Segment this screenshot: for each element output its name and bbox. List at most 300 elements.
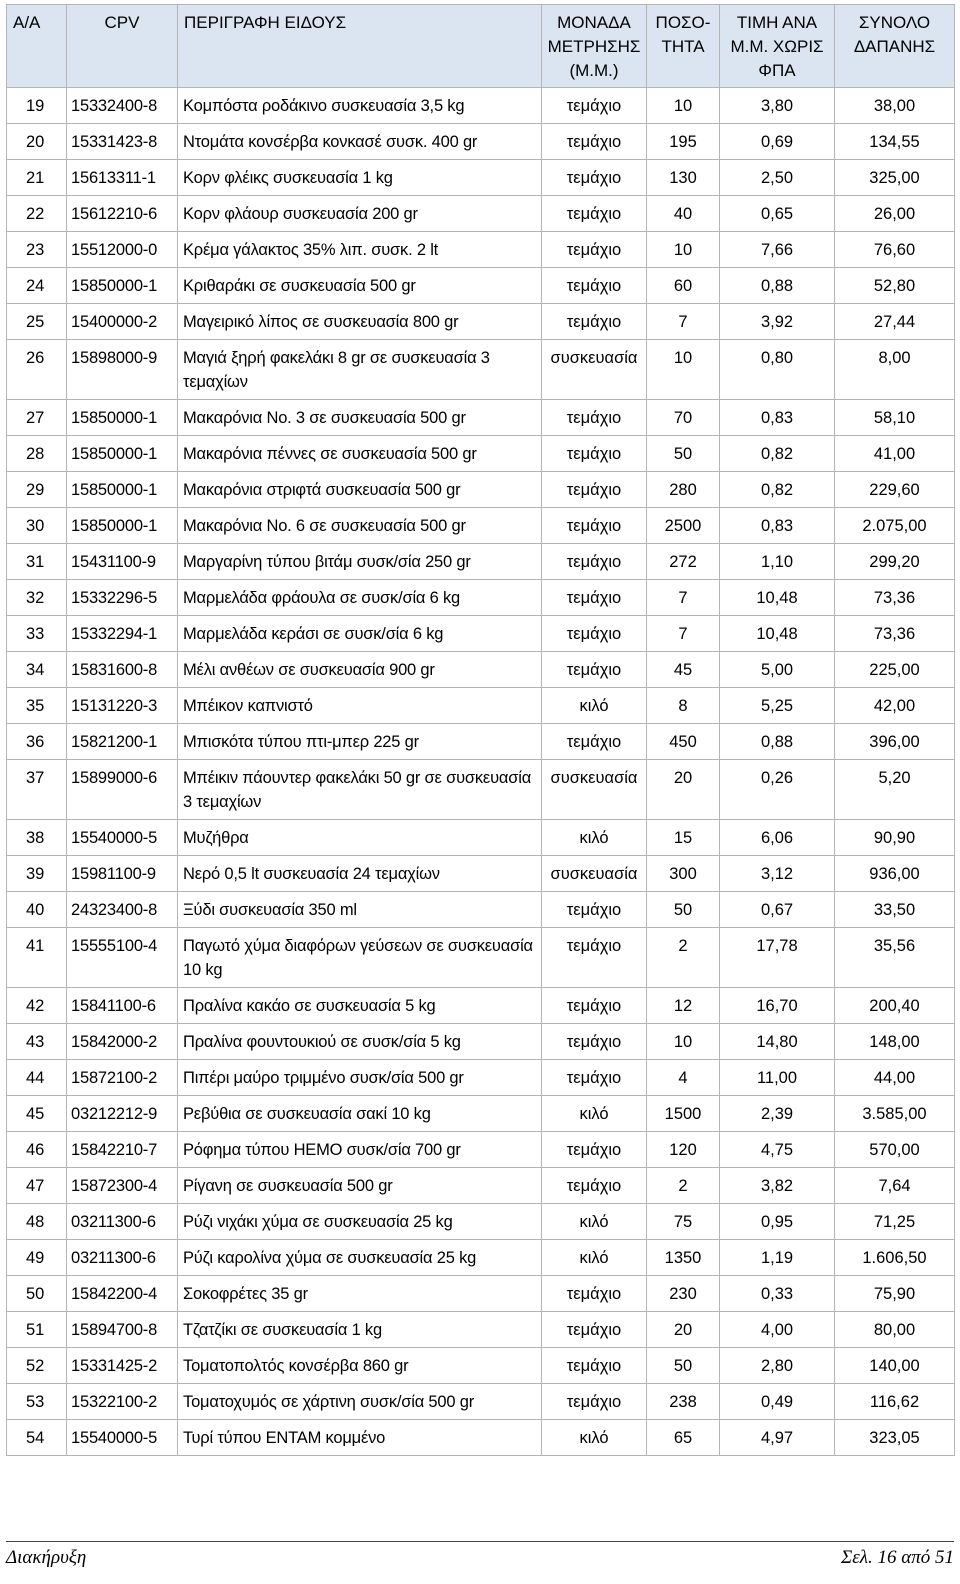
header-total: ΣΥΝΟΛΟ ΔΑΠΑΝΗΣ	[835, 5, 955, 88]
cell-unit: τεμάχιο	[542, 724, 647, 760]
cell-description: Νερό 0,5 lt συσκευασία 24 τεμαχίων	[178, 856, 542, 892]
table-row	[7, 1024, 955, 1060]
cell-aa: 32	[7, 580, 67, 616]
cell-total: 5,20	[835, 760, 955, 820]
cell-cpv: 15331423-8	[67, 124, 178, 160]
cell-cpv: 15831600-8	[67, 652, 178, 688]
cell-total: 134,55	[835, 124, 955, 160]
cell-total: 148,00	[835, 1024, 955, 1060]
cell-unit-price: 0,26	[720, 760, 835, 820]
cell-aa: 28	[7, 436, 67, 472]
cell-unit: συσκευασία	[542, 340, 647, 400]
cell-total: 41,00	[835, 436, 955, 472]
cell-cpv: 24323400-8	[67, 892, 178, 928]
cell-unit-price: 0,88	[720, 268, 835, 304]
table-row	[7, 1240, 955, 1276]
cell-quantity: 12	[647, 988, 720, 1024]
cell-unit-price: 0,33	[720, 1276, 835, 1312]
cell-quantity: 230	[647, 1276, 720, 1312]
cell-description: Ντομάτα κονσέρβα κονκασέ συσκ. 400 gr	[178, 124, 542, 160]
cell-aa: 30	[7, 508, 67, 544]
cell-unit-price: 2,80	[720, 1348, 835, 1384]
cell-unit-price: 16,70	[720, 988, 835, 1024]
table-body	[7, 88, 955, 1456]
cell-total: 35,56	[835, 928, 955, 988]
cell-cpv: 15332400-8	[67, 88, 178, 124]
cell-unit-price: 5,25	[720, 688, 835, 724]
cell-cpv: 15332296-5	[67, 580, 178, 616]
cell-unit: τεμάχιο	[542, 1312, 647, 1348]
cell-aa: 38	[7, 820, 67, 856]
cell-description: Μακαρόνια πέννες σε συσκευασία 500 gr	[178, 436, 542, 472]
cell-unit: τεμάχιο	[542, 544, 647, 580]
table-row	[7, 928, 955, 988]
cell-description: Ξύδι συσκευασία 350 ml	[178, 892, 542, 928]
cell-total: 8,00	[835, 340, 955, 400]
cell-unit: τεμάχιο	[542, 1168, 647, 1204]
cell-unit-price: 2,50	[720, 160, 835, 196]
cell-unit-price: 1,19	[720, 1240, 835, 1276]
cell-unit: τεμάχιο	[542, 1132, 647, 1168]
cell-total: 225,00	[835, 652, 955, 688]
cell-unit: συσκευασία	[542, 760, 647, 820]
cell-unit-price: 3,12	[720, 856, 835, 892]
cell-description: Μπέικιν πάουντερ φακελάκι 50 gr σε συσκευασία 3 τεμαχίων	[178, 760, 542, 820]
items-table	[6, 4, 955, 1456]
cell-cpv: 15850000-1	[67, 400, 178, 436]
cell-unit-price: 3,80	[720, 88, 835, 124]
cell-unit-price: 0,95	[720, 1204, 835, 1240]
cell-cpv: 15850000-1	[67, 508, 178, 544]
cell-aa: 43	[7, 1024, 67, 1060]
cell-unit-price: 3,92	[720, 304, 835, 340]
table-row	[7, 196, 955, 232]
cell-description: Μαργαρίνη τύπου βιτάμ συσκ/σία 250 gr	[178, 544, 542, 580]
header-unit: ΜΟΝΑΔΑ ΜΕΤΡΗΣΗΣ (Μ.Μ.)	[542, 5, 647, 88]
cell-quantity: 4	[647, 1060, 720, 1096]
cell-unit-price: 6,06	[720, 820, 835, 856]
cell-quantity: 120	[647, 1132, 720, 1168]
cell-description: Μακαρόνια Νο. 3 σε συσκευασία 500 gr	[178, 400, 542, 436]
cell-total: 71,25	[835, 1204, 955, 1240]
table-row	[7, 856, 955, 892]
table-row	[7, 472, 955, 508]
cell-cpv: 15322100-2	[67, 1384, 178, 1420]
cell-unit: τεμάχιο	[542, 1060, 647, 1096]
cell-unit: κιλό	[542, 820, 647, 856]
cell-unit: τεμάχιο	[542, 1384, 647, 1420]
cell-unit: τεμάχιο	[542, 580, 647, 616]
cell-cpv: 15540000-5	[67, 820, 178, 856]
cell-unit: τεμάχιο	[542, 616, 647, 652]
cell-unit: τεμάχιο	[542, 304, 647, 340]
cell-total: 27,44	[835, 304, 955, 340]
cell-quantity: 2	[647, 928, 720, 988]
cell-quantity: 10	[647, 232, 720, 268]
cell-total: 42,00	[835, 688, 955, 724]
cell-aa: 42	[7, 988, 67, 1024]
cell-quantity: 40	[647, 196, 720, 232]
cell-aa: 36	[7, 724, 67, 760]
cell-unit: τεμάχιο	[542, 928, 647, 988]
cell-cpv: 15613311-1	[67, 160, 178, 196]
table-row	[7, 688, 955, 724]
cell-aa: 44	[7, 1060, 67, 1096]
cell-description: Πραλίνα φουντουκιού σε συσκ/σία 5 kg	[178, 1024, 542, 1060]
cell-unit: τεμάχιο	[542, 268, 647, 304]
cell-unit: τεμάχιο	[542, 88, 647, 124]
cell-cpv: 03211300-6	[67, 1204, 178, 1240]
cell-total: 3.585,00	[835, 1096, 955, 1132]
cell-description: Κρέμα γάλακτος 35% λιπ. συσκ. 2 lt	[178, 232, 542, 268]
cell-unit: κιλό	[542, 1420, 647, 1456]
cell-cpv: 15842200-4	[67, 1276, 178, 1312]
cell-quantity: 238	[647, 1384, 720, 1420]
cell-quantity: 10	[647, 1024, 720, 1060]
cell-unit: τεμάχιο	[542, 988, 647, 1024]
cell-quantity: 195	[647, 124, 720, 160]
cell-unit-price: 0,83	[720, 508, 835, 544]
cell-quantity: 70	[647, 400, 720, 436]
cell-unit: τεμάχιο	[542, 436, 647, 472]
cell-aa: 25	[7, 304, 67, 340]
table-row	[7, 1168, 955, 1204]
cell-unit: τεμάχιο	[542, 652, 647, 688]
table-row	[7, 124, 955, 160]
cell-unit-price: 3,82	[720, 1168, 835, 1204]
cell-aa: 50	[7, 1276, 67, 1312]
cell-description: Τυρί τύπου ΕΝΤΑΜ κομμένο	[178, 1420, 542, 1456]
header-cpv: CPV	[67, 5, 178, 88]
cell-description: Ρίγανη σε συσκευασία 500 gr	[178, 1168, 542, 1204]
cell-quantity: 1350	[647, 1240, 720, 1276]
cell-description: Πραλίνα κακάο σε συσκευασία 5 kg	[178, 988, 542, 1024]
cell-unit: τεμάχιο	[542, 472, 647, 508]
cell-quantity: 45	[647, 652, 720, 688]
table-row	[7, 160, 955, 196]
cell-unit-price: 0,82	[720, 436, 835, 472]
table-row	[7, 1420, 955, 1456]
cell-aa: 33	[7, 616, 67, 652]
cell-cpv: 03212212-9	[67, 1096, 178, 1132]
cell-cpv: 15841100-6	[67, 988, 178, 1024]
cell-quantity: 280	[647, 472, 720, 508]
cell-quantity: 50	[647, 892, 720, 928]
cell-quantity: 300	[647, 856, 720, 892]
cell-total: 116,62	[835, 1384, 955, 1420]
cell-aa: 45	[7, 1096, 67, 1132]
cell-description: Ρεβύθια σε συσκευασία σακί 10 kg	[178, 1096, 542, 1132]
cell-description: Πιπέρι μαύρο τριμμένο συσκ/σία 500 gr	[178, 1060, 542, 1096]
cell-quantity: 1500	[647, 1096, 720, 1132]
cell-quantity: 50	[647, 1348, 720, 1384]
cell-unit-price: 4,75	[720, 1132, 835, 1168]
table-row	[7, 400, 955, 436]
cell-aa: 31	[7, 544, 67, 580]
table-row	[7, 988, 955, 1024]
cell-aa: 23	[7, 232, 67, 268]
cell-total: 200,40	[835, 988, 955, 1024]
cell-unit-price: 10,48	[720, 580, 835, 616]
cell-aa: 20	[7, 124, 67, 160]
cell-cpv: 15899000-6	[67, 760, 178, 820]
cell-total: 323,05	[835, 1420, 955, 1456]
cell-quantity: 65	[647, 1420, 720, 1456]
cell-quantity: 20	[647, 760, 720, 820]
cell-description: Μπέικον καπνιστό	[178, 688, 542, 724]
cell-description: Κορν φλάουρ συσκευασία 200 gr	[178, 196, 542, 232]
cell-quantity: 7	[647, 616, 720, 652]
cell-description: Μαγιά ξηρή φακελάκι 8 gr σε συσκευασία 3 τεμαχίων	[178, 340, 542, 400]
cell-cpv: 15431100-9	[67, 544, 178, 580]
cell-total: 229,60	[835, 472, 955, 508]
cell-description: Κορν φλέικς συσκευασία 1 kg	[178, 160, 542, 196]
cell-cpv: 15612210-6	[67, 196, 178, 232]
cell-cpv: 15850000-1	[67, 472, 178, 508]
cell-unit-price: 7,66	[720, 232, 835, 268]
cell-quantity: 7	[647, 580, 720, 616]
cell-description: Τζατζίκι σε συσκευασία 1 kg	[178, 1312, 542, 1348]
cell-cpv: 15400000-2	[67, 304, 178, 340]
cell-cpv: 15555100-4	[67, 928, 178, 988]
cell-total: 75,90	[835, 1276, 955, 1312]
cell-description: Ρύζι νιχάκι χύμα σε συσκευασία 25 kg	[178, 1204, 542, 1240]
cell-total: 73,36	[835, 616, 955, 652]
cell-unit-price: 0,80	[720, 340, 835, 400]
cell-total: 90,90	[835, 820, 955, 856]
table-header-row	[7, 5, 955, 88]
cell-total: 44,00	[835, 1060, 955, 1096]
cell-unit: τεμάχιο	[542, 1276, 647, 1312]
cell-description: Ρόφημα τύπου ΗΕΜΟ συσκ/σία 700 gr	[178, 1132, 542, 1168]
cell-total: 26,00	[835, 196, 955, 232]
cell-aa: 53	[7, 1384, 67, 1420]
cell-unit-price: 0,83	[720, 400, 835, 436]
cell-unit-price: 0,88	[720, 724, 835, 760]
cell-aa: 27	[7, 400, 67, 436]
cell-cpv: 15842000-2	[67, 1024, 178, 1060]
cell-unit: κιλό	[542, 688, 647, 724]
cell-cpv: 15131220-3	[67, 688, 178, 724]
table-row	[7, 652, 955, 688]
cell-total: 33,50	[835, 892, 955, 928]
cell-total: 396,00	[835, 724, 955, 760]
cell-quantity: 130	[647, 160, 720, 196]
cell-cpv: 15894700-8	[67, 1312, 178, 1348]
cell-cpv: 15821200-1	[67, 724, 178, 760]
cell-unit-price: 0,49	[720, 1384, 835, 1420]
cell-unit: τεμάχιο	[542, 232, 647, 268]
cell-unit: τεμάχιο	[542, 1024, 647, 1060]
cell-quantity: 75	[647, 1204, 720, 1240]
cell-aa: 19	[7, 88, 67, 124]
table-row	[7, 1132, 955, 1168]
cell-description: Παγωτό χύμα διαφόρων γεύσεων σε συσκευασία 10 kg	[178, 928, 542, 988]
cell-total: 73,36	[835, 580, 955, 616]
header-aa: Α/Α	[7, 5, 67, 88]
cell-quantity: 10	[647, 88, 720, 124]
cell-cpv: 03211300-6	[67, 1240, 178, 1276]
cell-description: Τοματοχυμός σε χάρτινη συσκ/σία 500 gr	[178, 1384, 542, 1420]
footer-document-name: Διακήρυξη	[6, 1547, 87, 1568]
cell-description: Μαρμελάδα κεράσι σε συσκ/σία 6 kg	[178, 616, 542, 652]
cell-total: 299,20	[835, 544, 955, 580]
cell-aa: 41	[7, 928, 67, 988]
cell-quantity: 15	[647, 820, 720, 856]
cell-aa: 40	[7, 892, 67, 928]
cell-quantity: 10	[647, 340, 720, 400]
table-row	[7, 232, 955, 268]
cell-aa: 22	[7, 196, 67, 232]
cell-quantity: 20	[647, 1312, 720, 1348]
cell-description: Μαρμελάδα φράουλα σε συσκ/σία 6 kg	[178, 580, 542, 616]
cell-aa: 49	[7, 1240, 67, 1276]
cell-unit: τεμάχιο	[542, 160, 647, 196]
table-row	[7, 724, 955, 760]
cell-cpv: 15850000-1	[67, 436, 178, 472]
cell-description: Τοματοπολτός κονσέρβα 860 gr	[178, 1348, 542, 1384]
table-row	[7, 268, 955, 304]
cell-unit: τεμάχιο	[542, 196, 647, 232]
cell-quantity: 450	[647, 724, 720, 760]
cell-unit-price: 1,10	[720, 544, 835, 580]
cell-quantity: 2500	[647, 508, 720, 544]
cell-unit-price: 14,80	[720, 1024, 835, 1060]
table-row	[7, 1096, 955, 1132]
cell-aa: 48	[7, 1204, 67, 1240]
cell-total: 936,00	[835, 856, 955, 892]
table-row	[7, 760, 955, 820]
cell-aa: 37	[7, 760, 67, 820]
cell-unit-price: 0,69	[720, 124, 835, 160]
table-row	[7, 616, 955, 652]
cell-unit: κιλό	[542, 1240, 647, 1276]
table-row	[7, 1384, 955, 1420]
header-quantity: ΠΟΣΟ-ΤΗΤΑ	[647, 5, 720, 88]
page-footer	[6, 1541, 954, 1572]
cell-description: Μαγειρικό λίπος σε συσκευασία 800 gr	[178, 304, 542, 340]
cell-aa: 21	[7, 160, 67, 196]
header-description: ΠΕΡΙΓΡΑΦΗ ΕΙΔΟΥΣ	[178, 5, 542, 88]
cell-quantity: 60	[647, 268, 720, 304]
cell-quantity: 50	[647, 436, 720, 472]
footer-page-number: Σελ. 16 από 51	[841, 1547, 954, 1568]
cell-cpv: 15872100-2	[67, 1060, 178, 1096]
cell-quantity: 272	[647, 544, 720, 580]
cell-aa: 29	[7, 472, 67, 508]
cell-total: 76,60	[835, 232, 955, 268]
cell-description: Σοκοφρέτες 35 gr	[178, 1276, 542, 1312]
cell-unit: συσκευασία	[542, 856, 647, 892]
cell-unit-price: 0,65	[720, 196, 835, 232]
table-row	[7, 88, 955, 124]
cell-aa: 34	[7, 652, 67, 688]
cell-unit-price: 17,78	[720, 928, 835, 988]
cell-description: Μπισκότα τύπου πτι-μπερ 225 gr	[178, 724, 542, 760]
cell-total: 7,64	[835, 1168, 955, 1204]
cell-unit-price: 2,39	[720, 1096, 835, 1132]
cell-unit: τεμάχιο	[542, 124, 647, 160]
cell-total: 52,80	[835, 268, 955, 304]
cell-cpv: 15332294-1	[67, 616, 178, 652]
table-row	[7, 892, 955, 928]
cell-unit-price: 5,00	[720, 652, 835, 688]
cell-unit: κιλό	[542, 1204, 647, 1240]
cell-total: 140,00	[835, 1348, 955, 1384]
cell-quantity: 2	[647, 1168, 720, 1204]
cell-total: 80,00	[835, 1312, 955, 1348]
cell-total: 325,00	[835, 160, 955, 196]
header-unit-price: ΤΙΜΗ ΑΝΑ Μ.Μ. ΧΩΡΙΣ ΦΠΑ	[720, 5, 835, 88]
cell-unit: τεμάχιο	[542, 508, 647, 544]
cell-unit: τεμάχιο	[542, 892, 647, 928]
cell-total: 58,10	[835, 400, 955, 436]
cell-aa: 35	[7, 688, 67, 724]
table-row	[7, 544, 955, 580]
cell-cpv: 15872300-4	[67, 1168, 178, 1204]
cell-aa: 39	[7, 856, 67, 892]
cell-total: 38,00	[835, 88, 955, 124]
cell-unit-price: 4,00	[720, 1312, 835, 1348]
table-row	[7, 304, 955, 340]
table-row	[7, 436, 955, 472]
cell-unit: τεμάχιο	[542, 1348, 647, 1384]
cell-unit: τεμάχιο	[542, 400, 647, 436]
cell-description: Μακαρόνια Νο. 6 σε συσκευασία 500 gr	[178, 508, 542, 544]
cell-description: Μακαρόνια στριφτά συσκευασία 500 gr	[178, 472, 542, 508]
cell-unit-price: 11,00	[720, 1060, 835, 1096]
cell-cpv: 15512000-0	[67, 232, 178, 268]
table-row	[7, 820, 955, 856]
cell-description: Κριθαράκι σε συσκευασία 500 gr	[178, 268, 542, 304]
table-row	[7, 580, 955, 616]
cell-quantity: 7	[647, 304, 720, 340]
table-row	[7, 508, 955, 544]
cell-aa: 46	[7, 1132, 67, 1168]
cell-cpv: 15331425-2	[67, 1348, 178, 1384]
cell-unit-price: 0,67	[720, 892, 835, 928]
table-row	[7, 1060, 955, 1096]
cell-description: Ρύζι καρολίνα χύμα σε συσκευασία 25 kg	[178, 1240, 542, 1276]
cell-description: Κομπόστα ροδάκινο συσκευασία 3,5 kg	[178, 88, 542, 124]
cell-aa: 54	[7, 1420, 67, 1456]
cell-aa: 52	[7, 1348, 67, 1384]
table-row	[7, 340, 955, 400]
cell-aa: 26	[7, 340, 67, 400]
cell-cpv: 15850000-1	[67, 268, 178, 304]
cell-aa: 47	[7, 1168, 67, 1204]
cell-total: 1.606,50	[835, 1240, 955, 1276]
table-row	[7, 1204, 955, 1240]
cell-unit: κιλό	[542, 1096, 647, 1132]
cell-description: Μυζήθρα	[178, 820, 542, 856]
cell-cpv: 15981100-9	[67, 856, 178, 892]
cell-quantity: 8	[647, 688, 720, 724]
table-row	[7, 1312, 955, 1348]
cell-unit-price: 10,48	[720, 616, 835, 652]
cell-cpv: 15898000-9	[67, 340, 178, 400]
cell-aa: 24	[7, 268, 67, 304]
cell-description: Μέλι ανθέων σε συσκευασία 900 gr	[178, 652, 542, 688]
cell-cpv: 15842210-7	[67, 1132, 178, 1168]
cell-unit-price: 4,97	[720, 1420, 835, 1456]
cell-cpv: 15540000-5	[67, 1420, 178, 1456]
table-row	[7, 1276, 955, 1312]
cell-aa: 51	[7, 1312, 67, 1348]
cell-total: 570,00	[835, 1132, 955, 1168]
cell-total: 2.075,00	[835, 508, 955, 544]
cell-unit-price: 0,82	[720, 472, 835, 508]
